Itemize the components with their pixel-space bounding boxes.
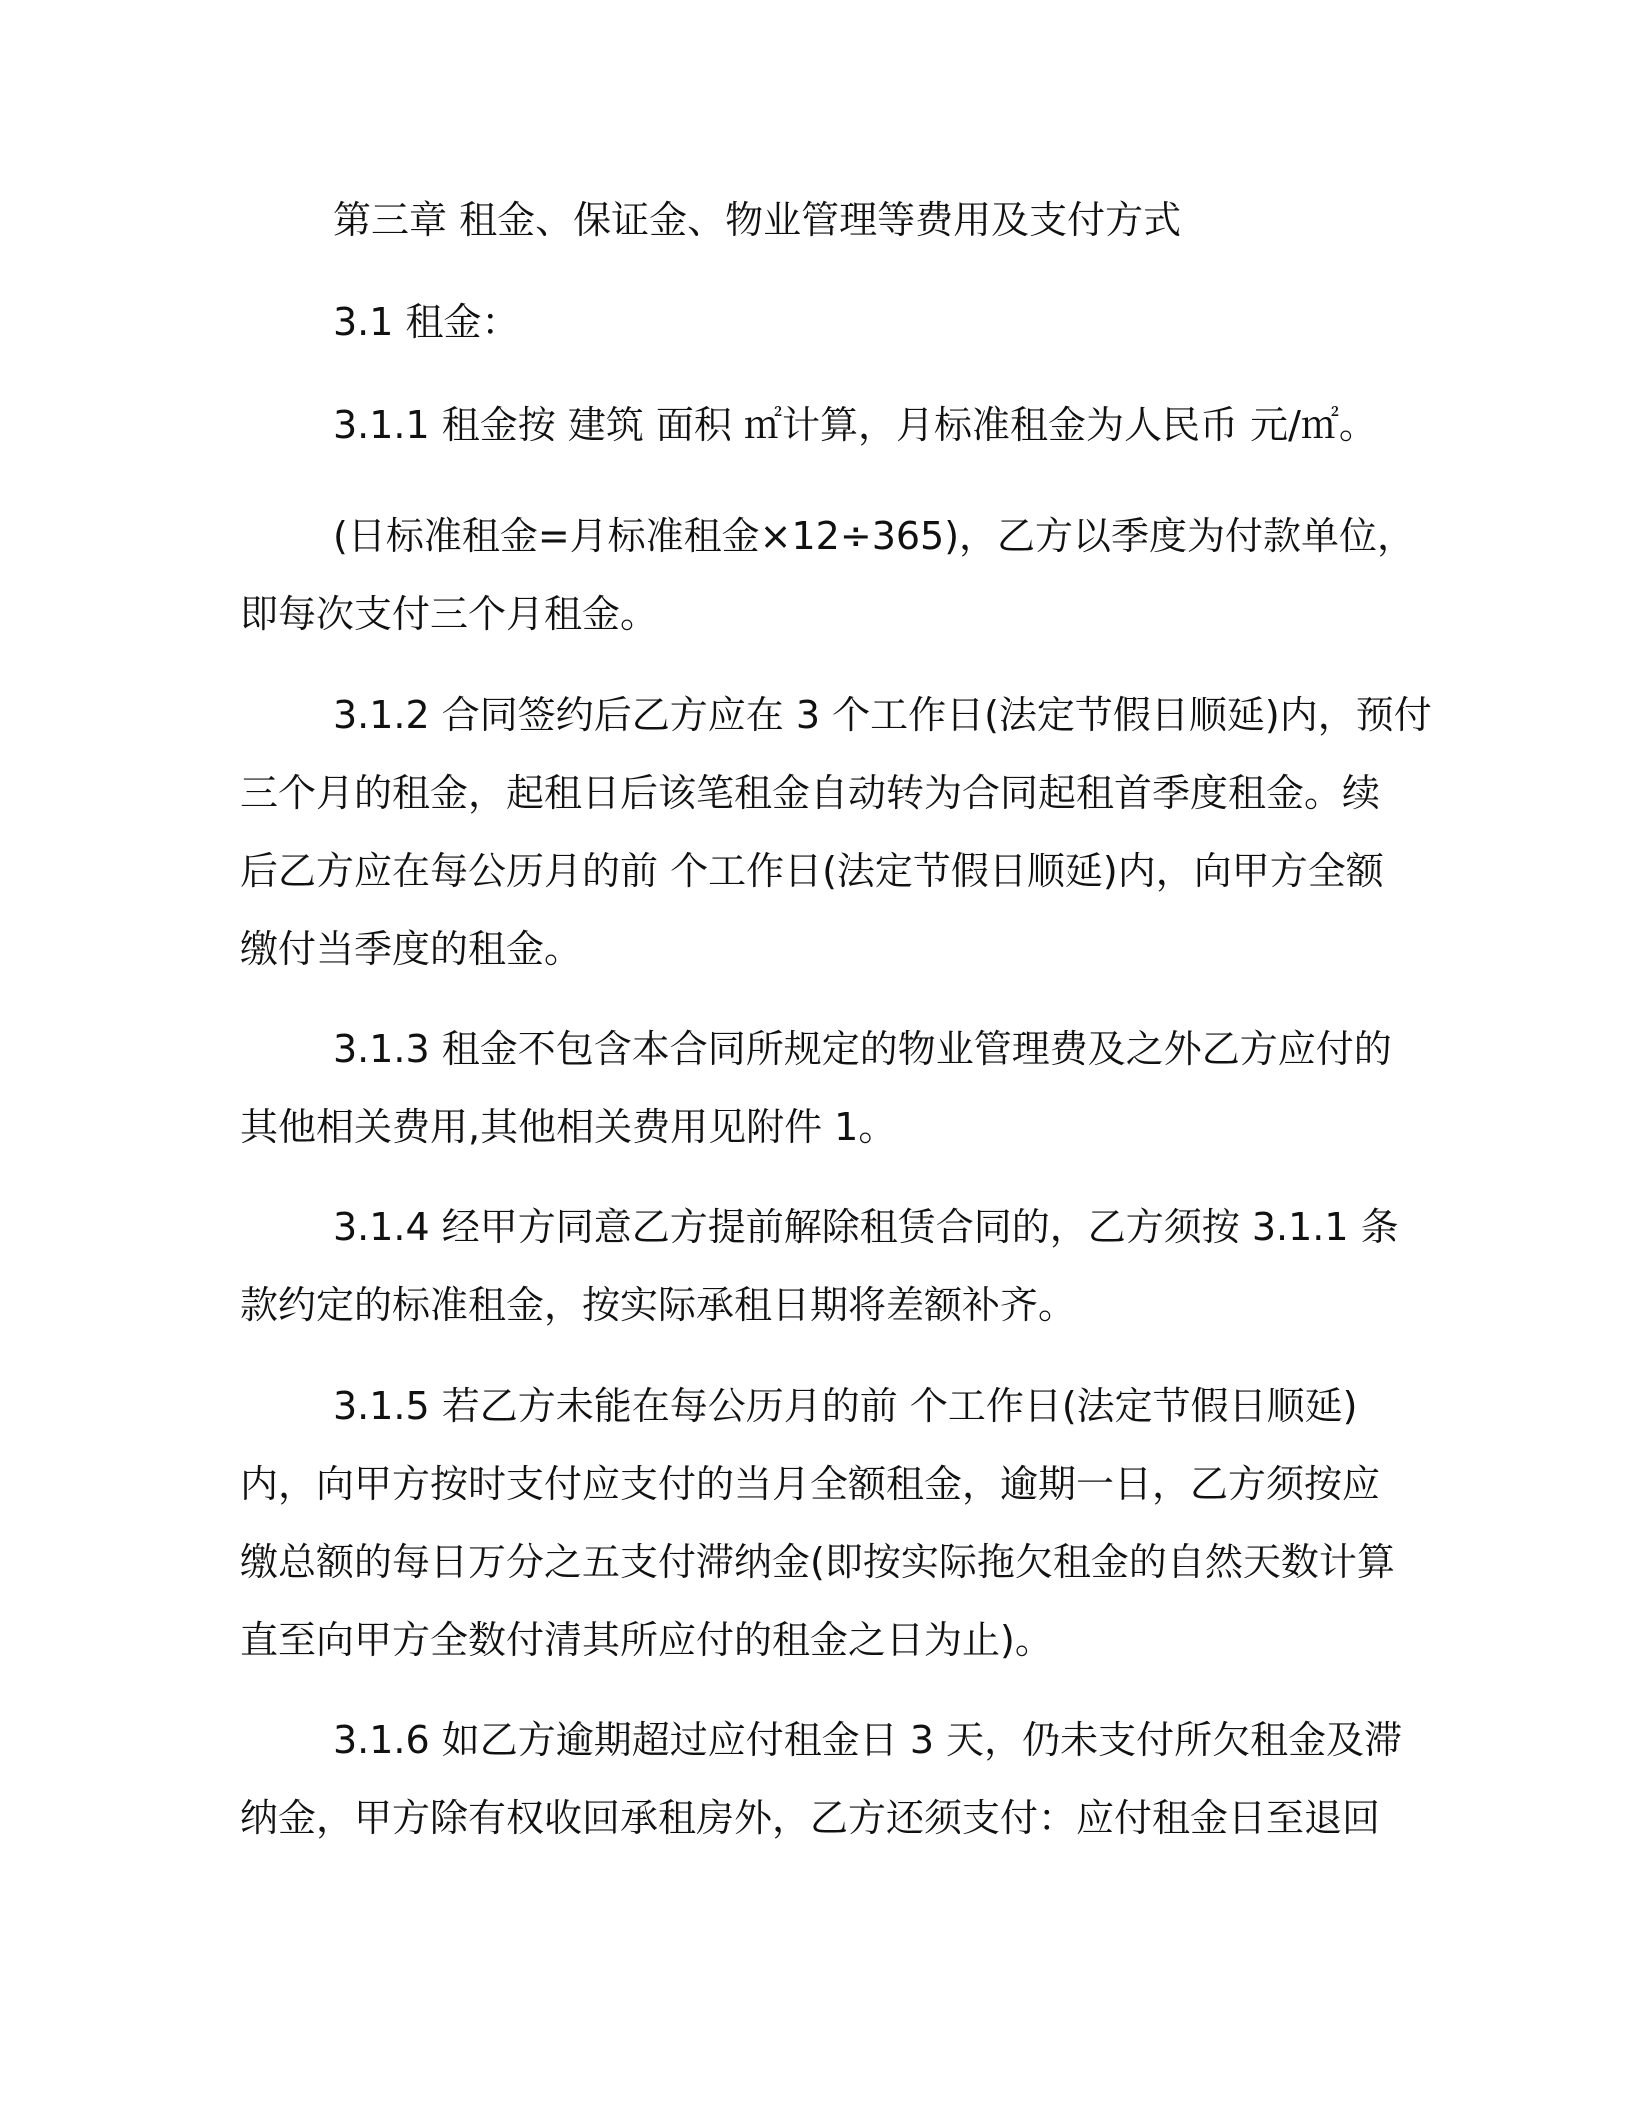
- paragraph-line: 直至向甲方全数付清其所应付的租金之日为止)。: [240, 1618, 1053, 1662]
- paragraph-3-1-6: [240, 1701, 1403, 1857]
- paragraph-line: 3.1.5 若乙方未能在每公历月的前 个工作日(法定节假日顺延): [333, 1384, 1358, 1428]
- paragraph-line: 3.1.4 经甲方同意乙方提前解除租赁合同的，乙方须按 3.1.1 条: [333, 1205, 1399, 1249]
- paragraph-line: 3.1.2 合同签约后乙方应在 3 个工作日(法定节假日顺延)内，预付: [333, 693, 1432, 737]
- paragraph-3-1-5: [240, 1367, 1400, 1679]
- chapter-title: 第三章 租金、保证金、物业管理等费用及支付方式: [333, 198, 1182, 242]
- paragraph-line: 3.1.6 如乙方逾期超过应付租金日 3 天，仍未支付所欠租金及滞: [333, 1718, 1403, 1762]
- paragraph-line: 三个月的租金，起租日后该笔租金自动转为合同起租首季度租金。续: [240, 771, 1381, 815]
- paragraph-line: 3.1.3 租金不包含本合同所规定的物业管理费及之外乙方应付的: [333, 1027, 1392, 1071]
- section-heading: 3.1 租金：: [333, 300, 520, 344]
- paragraph-3-1-1: 3.1.1 租金按 建筑 面积 ㎡计算，月标准租金为人民币 元/㎡。: [333, 403, 1377, 447]
- paragraph-3-1-3: [240, 1010, 1400, 1166]
- paragraph-daily-rent: [240, 497, 1416, 653]
- paragraph-line: (日标准租金=月标准租金×12÷365)，乙方以季度为付款单位，: [333, 514, 1416, 558]
- paragraph-line: 其他相关费用,其他相关费用见附件 1。: [240, 1105, 897, 1149]
- paragraph-line: 缴总额的每日万分之五支付滞纳金(即按实际拖欠租金的自然天数计算: [240, 1540, 1395, 1584]
- paragraph-line: 即每次支付三个月租金。: [240, 592, 659, 636]
- paragraph-3-1-4: [240, 1188, 1400, 1344]
- paragraph-line: 缴付当季度的租金。: [240, 927, 583, 971]
- paragraph-line: 款约定的标准租金，按实际承租日期将差额补齐。: [240, 1283, 1077, 1327]
- paragraph-line: 内，向甲方按时支付应支付的当月全额租金，逾期一日，乙方须按应: [240, 1462, 1381, 1506]
- paragraph-3-1-2: [240, 676, 1432, 988]
- paragraph-line: 后乙方应在每公历月的前 个工作日(法定节假日顺延)内，向甲方全额: [240, 849, 1384, 893]
- paragraph-line: 纳金，甲方除有权收回承租房外，乙方还须支付：应付租金日至退回: [240, 1796, 1381, 1840]
